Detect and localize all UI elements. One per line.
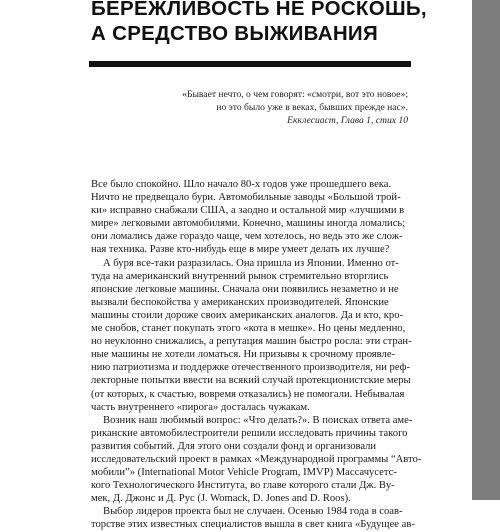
body-line: лекторные попытки ввести на всякий случай протекционистские меры <box>91 375 411 387</box>
body-line: торстве этих известных специалистов вышла в свет книга «Будущее ав- <box>91 519 415 531</box>
chapter-title <box>91 0 427 46</box>
body-line: но неуклонно снижались, а репутация машин быстро росла: эти стран- <box>91 336 412 348</box>
body-line: ная техника. Разве кто-нибудь еще в мире умеет делать их лучше? <box>91 244 390 256</box>
chapter-title-line-2: А СРЕДСТВО ВЫЖИВАНИЯ <box>91 22 379 45</box>
body-line: туда на американский внутренний рынок стремительно вторглись <box>91 270 389 282</box>
body-line: кого Технологического Института, во главе которого стали Дж. Ву- <box>91 480 395 492</box>
epigraph <box>150 88 408 127</box>
title-rule <box>89 61 411 67</box>
body-line: развития событий. Для этого они создали фонд и организовали <box>91 440 377 452</box>
body-line: ные машины не хотели ломаться. Ни призывы к срочному проявле- <box>91 349 396 361</box>
chapter-title-line-1: БЕРЕЖЛИВОСТЬ НЕ РОСКОШЬ, <box>91 0 427 20</box>
body-line: ки» исправно снабжали США, а заодно и остальной мир «лучшими в <box>91 205 405 217</box>
body-line: нию патриотизма и поддержке отечественного производителя, ни реф- <box>91 362 411 374</box>
body-line: мире» легковыми автомобилями. Конечно, машины иногда ломались; <box>91 218 406 230</box>
body-line: японские легковые машины. Сначала они появились незаметно и не <box>91 283 399 295</box>
epigraph-source: Екклесиаст, Глава 1, стих 10 <box>287 115 408 126</box>
body-line: Выбор лидеров проекта был не случаен. Осенью 1984 года в соав- <box>103 506 403 518</box>
body-text <box>91 178 422 532</box>
body-line: (от которых, к счастью, вовремя отказались) не помогали. Небывалая <box>91 388 405 400</box>
body-line: вызвали беспокойства у американских производителей. Японские <box>91 296 389 308</box>
body-line: риканские автомобилестроители решили исследовать причины такого <box>91 427 408 439</box>
epigraph-line-2: но это было уже в веках, бывших прежде нас». <box>216 102 408 113</box>
body-line: машины стоили дороже своих американских аналогов. Да и кто, кро- <box>91 309 404 321</box>
body-line: часть внутреннего «пирога» досталась чужакам. <box>91 401 310 413</box>
body-line: мобили”» (International Motor Vehicle Program, IMVP) Массачусетс- <box>91 467 397 479</box>
body-line: А буря все-таки разразилась. Она пришла из Японии. Именно от- <box>103 257 399 269</box>
body-line: Ничто не предвещало бури. Автомобильные заводы «Большой трой- <box>91 192 401 204</box>
body-line: они ломались даже гораздо чаще, чем хотелось, но ведь это же слож- <box>91 231 403 243</box>
body-line: исследовательский проект в рамках «Международной программы “Авто- <box>91 453 422 465</box>
page-edge-bar <box>472 0 500 500</box>
body-line: Все было спокойно. Шло начало 80-х годов уже прошедшего века. <box>91 179 392 190</box>
body-line: ме снобов, станет покупать этого «кота в мешке». Но цены медленно, <box>91 323 406 335</box>
body-line: Возник наш любимый вопрос: «Что делать?». В поисках ответа аме- <box>103 414 413 426</box>
body-line: мек, Д. Джонс и Д. Рус (J. Womack, D. Jones and D. Roos). <box>91 493 351 505</box>
epigraph-line-1: «Бывает нечто, о чем говорят: «смотри, вот это новое»; <box>182 89 408 100</box>
